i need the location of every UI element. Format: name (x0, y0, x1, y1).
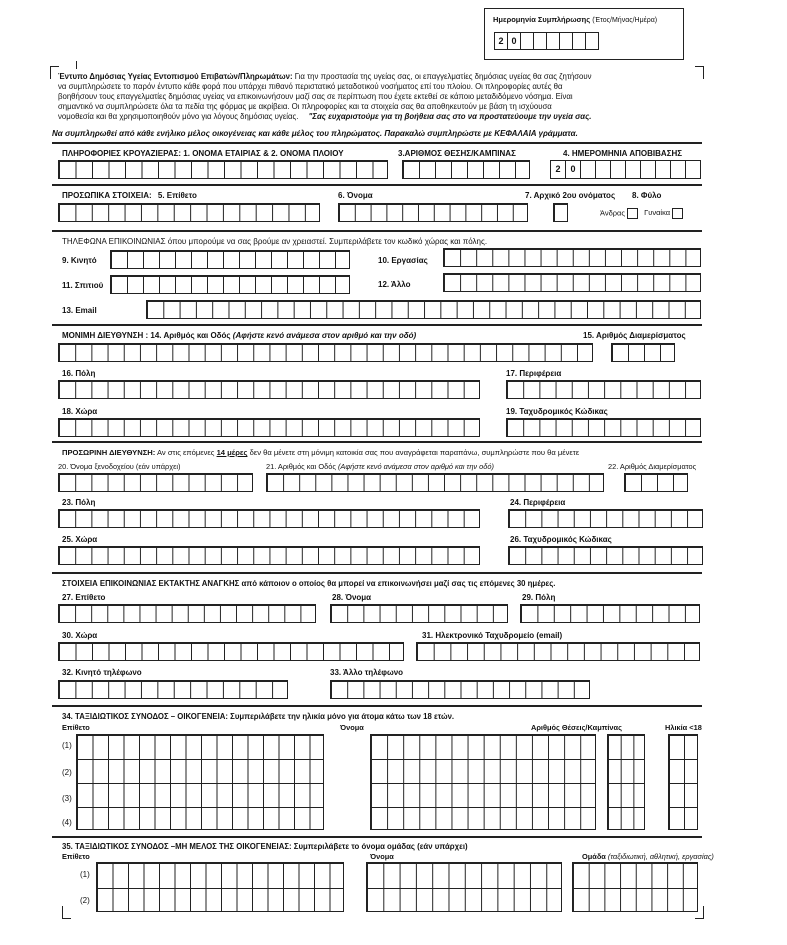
nonfamily-group-grid[interactable] (572, 862, 698, 912)
temp-country-input[interactable] (58, 546, 480, 565)
family-row-label: (4) (62, 818, 72, 827)
nonfamily-name-grid[interactable] (366, 862, 562, 912)
nonfamily-row-label: (2) (80, 896, 90, 905)
frame-corner-top-right (695, 66, 704, 79)
cabin-label: 3.ΑΡΙΘΜΟΣ ΘΕΣΗΣ/ΚΑΜΠΙΝΑΣ (398, 149, 516, 158)
completion-date-label: Ημερομηνία Συμπλήρωσης (Έτος/Μήνας/Ημέρα) (493, 15, 658, 24)
other-phone-label: 12. Άλλο (378, 280, 411, 289)
perm-region-label: 17. Περιφέρεια (506, 369, 562, 378)
em-country-label: 30. Χώρα (62, 631, 98, 640)
cabin-number-input[interactable] (402, 160, 530, 179)
perm-street-input[interactable] (58, 343, 593, 362)
em-surname-label: 27. Επίθετο (62, 593, 106, 602)
temp-region-label: 24. Περιφέρεια (510, 498, 566, 507)
gender-options (600, 208, 683, 219)
perm-region-input[interactable] (506, 380, 701, 399)
em-surname-input[interactable] (58, 604, 316, 623)
temp-street-label: 21. Αριθμός και Οδός (Αφήστε κενό ανάμεσα στον αριθμό και την οδό) (266, 462, 494, 471)
female-label: Γυναίκα (644, 208, 671, 218)
family-age-grid[interactable] (668, 734, 698, 830)
company-ship-input[interactable] (58, 160, 388, 179)
em-city-label: 29. Πόλη (522, 593, 556, 602)
nonfamily-group-header: Ομάδα (ταξιδιωτική, αθλητική, εργασίας) (582, 852, 714, 861)
email-label: 13. Email (62, 306, 97, 315)
hotel-label: 20. Όνομα ξενοδοχείου (εάν υπάρχει) (58, 462, 181, 471)
work-label: 10. Εργασίας (378, 256, 428, 265)
family-cabin-grid[interactable] (607, 734, 645, 830)
section-rule-temporary (52, 441, 702, 443)
mobile-label: 9. Κινητό (62, 256, 97, 265)
section-rule-personal (52, 184, 702, 186)
perm-apartment-label: 15. Αριθμός Διαμερίσματος (583, 331, 686, 340)
family-name-header: Όνομα (340, 723, 364, 732)
family-heading: 34. ΤΑΞΙΔΙΩΤΙΚΟΣ ΣΥΝΟΔΟΣ – ΟΙΚΟΓΕΝΕΙΑ: Συμπεριλάβετε την ηλικία μόνο για άτομα κάτω των 18 ετών. (62, 712, 455, 721)
family-surname-header: Επίθετο (62, 723, 90, 732)
perm-postal-label: 19. Ταχυδρομικός Κώδικας (506, 407, 608, 416)
section-rule-cruise (52, 142, 702, 144)
nonfamily-heading: 35. ΤΑΞΙΔΙΩΤΙΚΟΣ ΣΥΝΟΔΟΣ –ΜΗ ΜΕΛΟΣ ΤΗΣ ΟΙΚΟΓΕΝΕΙΑΣ: Συμπεριλάβετε το όνομα ομάδας (εάν υπάρχει) (62, 842, 468, 851)
family-cabin-header: Αριθμός Θέσεις/Καμπίνας (531, 723, 622, 732)
perm-country-label: 18. Χώρα (62, 407, 98, 416)
em-other-phone-label: 33. Άλλο τηλέφωνο (330, 668, 404, 677)
temp-street-input[interactable] (266, 473, 604, 492)
home-label: 11. Σπιτιού (62, 281, 104, 290)
cruise-heading: ΠΛΗΡΟΦΟΡΙΕΣ ΚΡΟΥΑΖΙΕΡΑΣ: 1. ΟΝΟΜΑ ΕΤΑΙΡΙΑΣ & 2. ΟΝΟΜΑ ΠΛΟΙΟΥ (62, 149, 344, 158)
section-rule-phones (52, 230, 702, 232)
em-country-input[interactable] (58, 642, 404, 661)
temp-region-input[interactable] (508, 509, 703, 528)
personal-heading: ΠΡΟΣΩΠΙΚΑ ΣΤΟΙΧΕΙΑ: 5. Επίθετο (62, 191, 197, 200)
em-mobile-input[interactable] (58, 680, 288, 699)
nonfamily-row-label: (1) (80, 870, 90, 879)
temp-country-label: 25. Χώρα (62, 535, 98, 544)
perm-city-label: 16. Πόλη (62, 369, 96, 378)
male-checkbox[interactable] (627, 208, 638, 219)
intro-instruction: Να συμπληρωθεί από κάθε ενήλικο μέλος οικογένειας και κάθε μέλος του πληρώματος. Παρακαλώ συμπληρώστε με ΚΕΦΑΛΑΙΑ γράμματα. (52, 129, 578, 138)
temp-city-label: 23. Πόλη (62, 498, 96, 507)
temp-city-input[interactable] (58, 509, 480, 528)
em-name-label: 28. Όνομα (332, 593, 372, 602)
home-input[interactable] (110, 275, 350, 294)
perm-city-input[interactable] (58, 380, 480, 399)
phones-heading: ΤΗΛΕΦΩΝΑ ΕΠΙΚΟΙΝΩΝΙΑΣ όπου μπορούμε να σας βρούμε αν χρειαστεί. Συμπεριλάβετε τον κωδικό χώρας και πόλης. (62, 237, 488, 246)
frame-corner-bottom-right (695, 906, 704, 919)
family-name-grid[interactable] (370, 734, 596, 830)
permanent-heading: ΜΟΝΙΜΗ ΔΙΕΥΘΥΝΣΗ : 14. Αριθμός και Οδός (Αφήστε κενό ανάμεσα στον αριθμό και την οδό) (62, 331, 417, 340)
em-mobile-label: 32. Κινητό τηλέφωνο (62, 668, 142, 677)
family-age-header: Ηλικία <18 (665, 723, 702, 732)
gender-label: 8. Φύλο (632, 191, 662, 200)
nonfamily-surname-grid[interactable] (96, 862, 344, 912)
family-row-label: (3) (62, 794, 72, 803)
frame-tick (76, 61, 77, 69)
mobile-input[interactable] (110, 250, 350, 269)
initial-label: 7. Αρχικό 2ου ονόματος (525, 191, 616, 200)
frame-corner-bottom-left (62, 906, 71, 919)
family-row-label: (2) (62, 768, 72, 777)
section-rule-nonfamily (52, 836, 702, 838)
section-rule-permanent (52, 324, 702, 326)
family-row-label: (1) (62, 741, 72, 750)
perm-postal-input[interactable] (506, 418, 701, 437)
surname-input[interactable] (58, 203, 320, 222)
name-label: 6. Όνομα (338, 191, 373, 200)
completion-date-input[interactable]: 2 0 (494, 32, 599, 50)
em-email-label: 31. Ηλεκτρονικό Ταχυδρομείο (email) (422, 631, 563, 640)
em-other-phone-input[interactable] (330, 680, 590, 699)
temp-postal-label: 26. Ταχυδρομικός Κώδικας (510, 535, 612, 544)
work-input[interactable] (443, 248, 701, 267)
family-surname-grid[interactable] (76, 734, 324, 830)
temporary-heading: ΠΡΟΣΩΡΙΝΗ ΔΙΕΥΘΥΝΣΗ: Αν στις επόμενες 14 μέρες δεν θα μένετε στη μόνιμη κατοικία σας που αναγράφεται παραπάνω, συμπληρώστε που θα μένετε (62, 448, 580, 457)
disembark-date-input[interactable]: 2 0 (550, 160, 701, 179)
female-checkbox[interactable] (672, 208, 683, 219)
em-email-input[interactable] (416, 642, 700, 661)
email-input[interactable] (146, 300, 701, 319)
disembark-label: 4. ΗΜΕΡΟΜΗΝΙΑ ΑΠΟΒΙΒΑΣΗΣ (563, 149, 683, 158)
intro-text: Έντυπο Δημόσιας Υγείας Εντοπισμού Επιβατών/Πληρωμάτων: Για την προστασία της υγείας σας, οι επαγγελματίες δημόσιας υγείας θα σας ζητήσουν να συμπληρώσετε το παρόν έντυπο κάθε φορά που υπάρχει πιθανό περιστατικό μεταδοτικού νοσήματος επί του πλοίου. Οι πληροφορίες αυτές θα βοηθήσουν τους επαγγελματίες δημόσιας υγείας να επικοινωνήσουν μαζί σας σε περίπτωση που έχετε εκτεθεί σε κάποιο μεταδιδόμενο νόσημα. Είναι σημαντικό να συμπληρώσετε όλα τα πεδία της φόρμας με ακρίβεια. Οι πληροφορίες και τα στοιχεία σας θα αποθηκευτούν με βάση τη ισχύουσα νομοθεσία και θα χρησιμοποιηθούν μόνο για λόγους δημόσιας υγείας. "Σας ευχαριστούμε για τη βοήθεια σας στο να προστατεύουμε την υγεία σας. (58, 72, 592, 121)
initial-input[interactable] (553, 203, 568, 222)
nonfamily-name-header: Όνομα (370, 852, 394, 861)
perm-apartment-input[interactable] (611, 343, 675, 362)
name-input[interactable] (338, 203, 528, 222)
emergency-heading: ΣΤΟΙΧΕΙΑ ΕΠΙΚΟΙΝΩΝΙΑΣ ΕΚΤΑΚΤΗΣ ΑΝΑΓΚΗΣ από κάποιον ο οποίος θα μπορεί να επικοινωνήσει μαζί σας τις επόμενες 30 ημέρες. (62, 579, 556, 588)
em-city-input[interactable] (520, 604, 700, 623)
other-phone-input[interactable] (443, 273, 701, 292)
hotel-input[interactable] (58, 473, 253, 492)
temp-postal-input[interactable] (508, 546, 703, 565)
perm-country-input[interactable] (58, 418, 480, 437)
section-rule-emergency (52, 572, 702, 574)
nonfamily-surname-header: Επίθετο (62, 852, 90, 861)
em-name-input[interactable] (330, 604, 508, 623)
male-label: Άνδρας (600, 208, 626, 218)
temp-apartment-input[interactable] (624, 473, 688, 492)
temp-apartment-label: 22. Αριθμός Διαμερίσματος (608, 462, 697, 471)
section-rule-family (52, 705, 702, 707)
